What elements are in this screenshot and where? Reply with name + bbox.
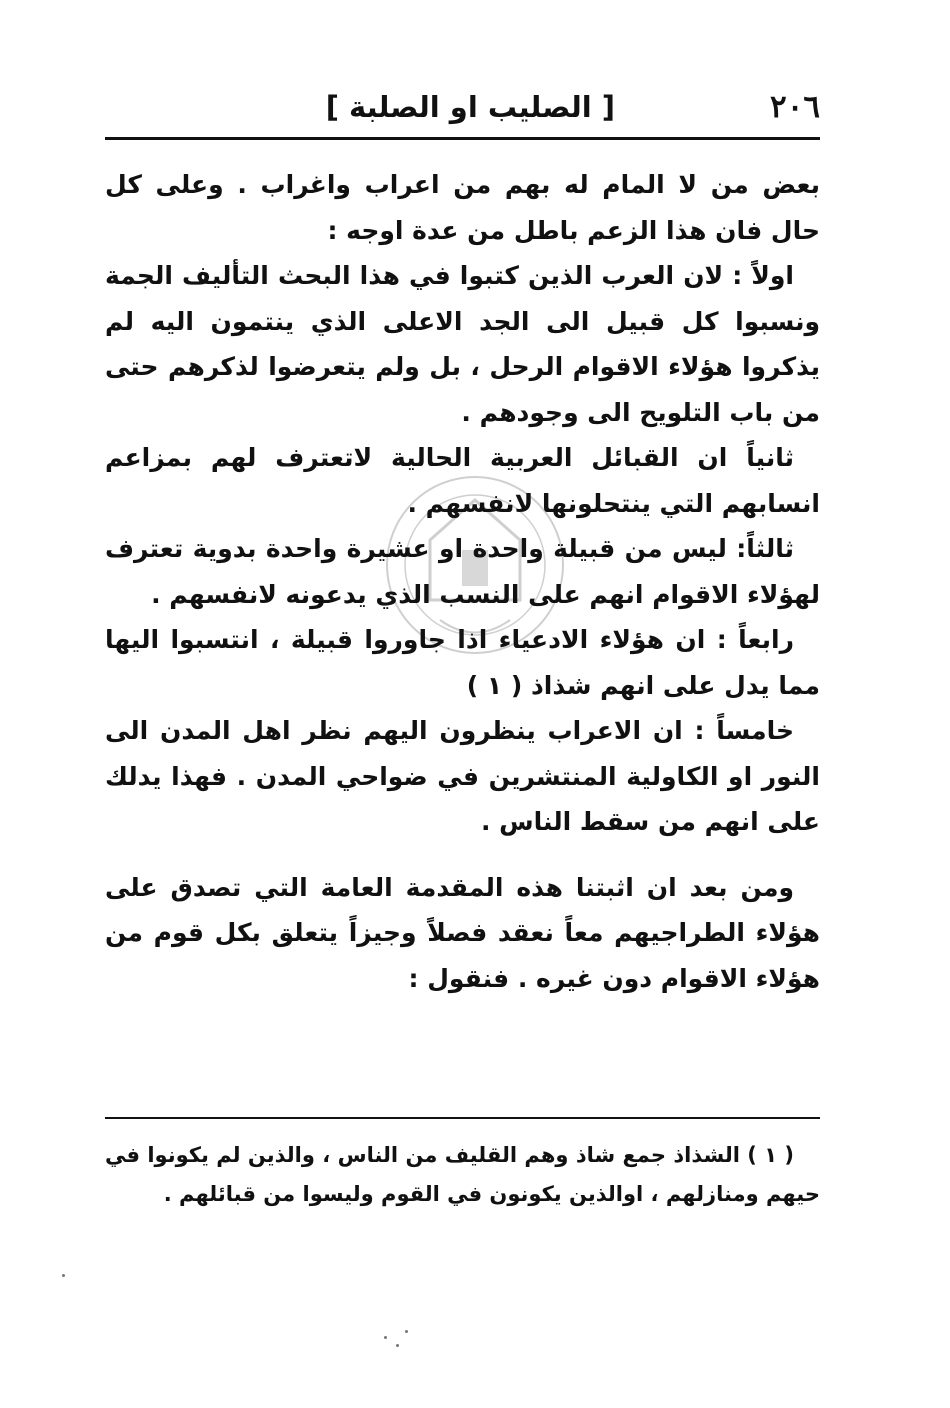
paragraph-fourth-point: رابعاً : ان هؤلاء الادعياء اذا جاوروا قبيلة ، انتسبوا اليها مما يدل على انهم شذاذ ( ١ ) xyxy=(105,625,820,700)
page-header xyxy=(105,84,820,130)
paragraph-fifth-point: خامساً : ان الاعراب ينظرون اليهم نظر اهل المدن الى النور او الكاولية المنتشرين في ضواحي المدن . فهذا يدلك على انهم من سقط الناس . xyxy=(105,716,820,836)
body-text xyxy=(105,162,820,1001)
scan-speck xyxy=(384,1336,387,1339)
paragraph-second-point: ثانياً ان القبائل العربية الحالية لاتعترف لهم بمزاعم انسابهم التي ينتحلونها لانفسهم . xyxy=(105,443,820,518)
paragraph-intro: بعض من لا المام له بهم من اعراب واغراب . وعلى كل حال فان هذا الزعم باطل من عدة اوجه : xyxy=(105,170,820,245)
paragraph-third-point: ثالثاً: ليس من قبيلة واحدة او عشيرة واحدة بدوية تعترف لهؤلاء الاقوام انهم على النسب الذي يدعونه لانفسهم . xyxy=(105,534,820,609)
running-title: [ الصليب او الصلبة ] xyxy=(325,90,615,124)
paragraph-first-point: اولاً : لان العرب الذين كتبوا في هذا البحث التأليف الجمة ونسبوا كل قبيل الى الجد الاعلى الذي ينتمون اليه لم يذكروا هؤلاء الاقوام الرحل ، بل ولم يتعرضوا لذكرهم حتى من باب التلويح الى وجودهم . xyxy=(105,261,820,427)
footnote-rule xyxy=(105,1117,820,1119)
scan-speck xyxy=(405,1330,408,1333)
scan-speck xyxy=(62,1274,65,1277)
paragraph-conclusion: ومن بعد ان اثبتنا هذه المقدمة العامة التي تصدق على هؤلاء الطراجيهم معاً نعقد فصلاً وجيزاً يتعلق بكل قوم من هؤلاء الاقوام دون غيره . فنقول : xyxy=(105,872,820,993)
scan-speck xyxy=(396,1344,399,1347)
footnote xyxy=(105,1136,820,1214)
footnote-text: ( ١ ) الشذاذ جمع شاذ وهم القليف من الناس ، والذين لم يكونوا في حيهم ومنازلهم ، اوالذين يكونون في القوم وليسوا من قبائلهم . xyxy=(105,1143,820,1206)
header-rule xyxy=(105,137,820,140)
page-number: ٢٠٦ xyxy=(770,89,820,125)
